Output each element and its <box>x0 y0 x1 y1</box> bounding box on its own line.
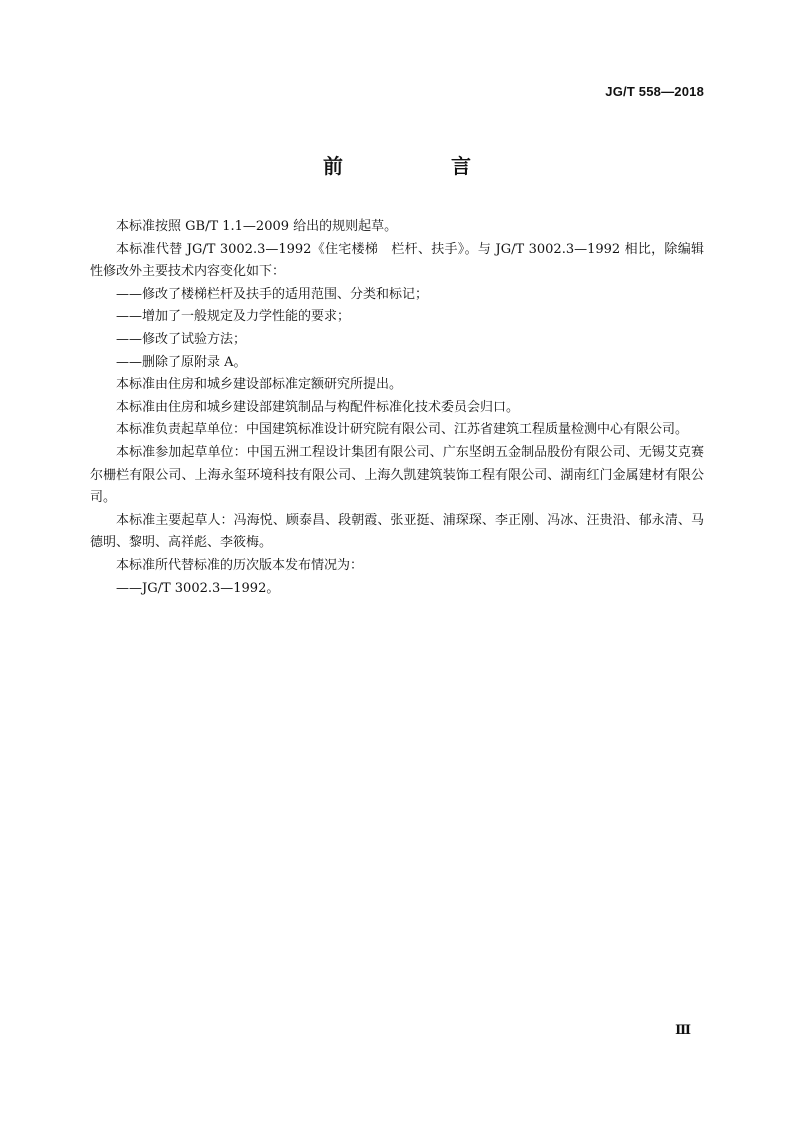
page-number: Ⅲ <box>675 1022 690 1037</box>
paragraph-history-intro: 本标准所代替标准的历次版本发布情况为： <box>116 557 364 573</box>
paragraph-main-drafters: 本标准主要起草人：冯海悦、顾泰昌、段朝霞、张亚挺、浦琛琛、李正刚、冯冰、汪贵沿、郁永清、马德明、黎明、高祥彪、李筱梅。 <box>90 512 704 551</box>
change-item: ——修改了试验方法； <box>116 331 247 347</box>
page-title: 前 言 <box>323 154 515 178</box>
paragraph-drafting-rules: 本标准按照 GB/T 1.1—2009 给出的规则起草。 <box>116 219 398 234</box>
history-item: ——JG/T 3002.3—1992。 <box>116 580 280 596</box>
change-item: ——删除了原附录 A。 <box>116 354 247 370</box>
paragraph-lead-drafter: 本标准负责起草单位：中国建筑标准设计研究院有限公司、江苏省建筑工程质量检测中心有限公司。 <box>116 422 689 438</box>
paragraph-replaces: 本标准代替 JG/T 3002.3—1992《住宅楼梯 栏杆、扶手》。与 JG/T 3002.3—1992 相比，除编辑性修改外主要技术内容变化如下： <box>90 241 704 280</box>
paragraph-participating-drafters: 本标准参加起草单位：中国五洲工程设计集团有限公司、广东坚朗五金制品股份有限公司、无锡艾克赛尔栅栏有限公司、上海永玺环境科技有限公司、上海久凯建筑装饰工程有限公司、湖南红门金属建材有限公司。 <box>90 444 704 506</box>
change-item: ——增加了一般规定及力学性能的要求； <box>116 309 351 325</box>
change-item: ——修改了楼梯栏杆及扶手的适用范围、分类和标记； <box>116 286 429 302</box>
paragraph-proposed-by: 本标准由住房和城乡建设部标准定额研究所提出。 <box>116 377 403 393</box>
foreword-body <box>90 216 704 600</box>
standard-code: JG/T 558—2018 <box>605 84 704 99</box>
paragraph-centralized-by: 本标准由住房和城乡建设部建筑制品与构配件标准化技术委员会归口。 <box>116 399 520 415</box>
